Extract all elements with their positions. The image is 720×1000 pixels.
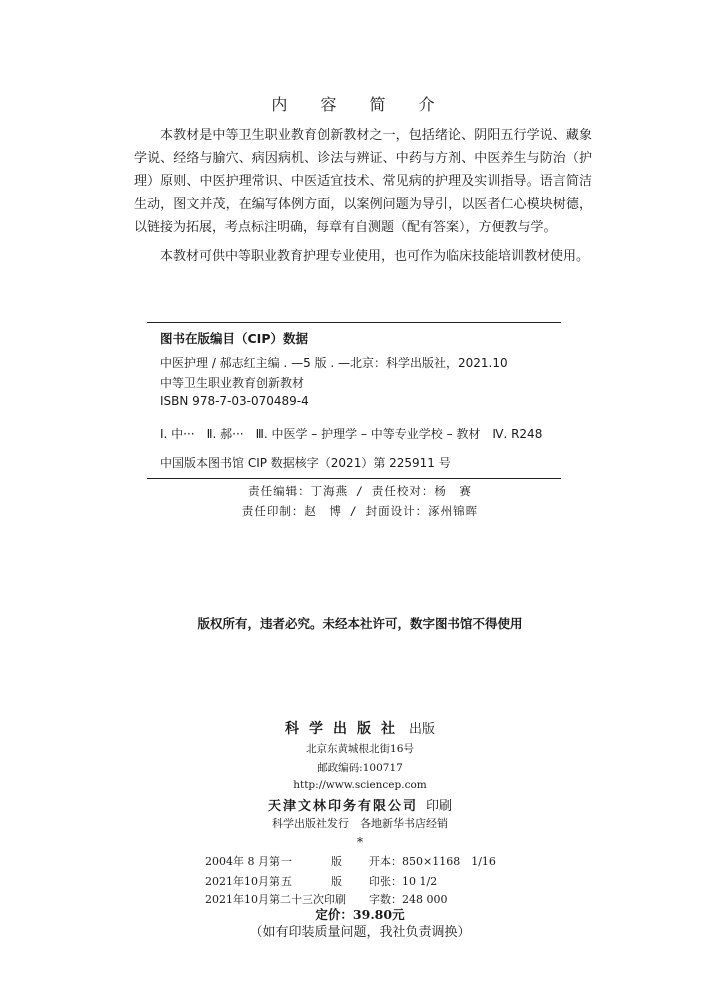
publisher-name: 科学出版社 (284, 721, 405, 737)
cip-line-record: 中国版本图书馆 CIP 数据核字（2021）第 225911 号 (160, 456, 451, 470)
quality-note: （如有印装质量问题，我社负责调换） (249, 925, 471, 940)
printer-line (0, 795, 720, 814)
editor-credits-2: 责任印制：赵 博 / 封面设计：涿州锦晖 (241, 504, 479, 518)
edition-spec: 印张：10 1/2 (369, 875, 438, 888)
price: 定价：39.80元 (315, 907, 405, 922)
cip-line-series: 中等卫生职业教育创新教材 (160, 376, 305, 390)
publisher-line (0, 718, 720, 738)
edition-spec: 开本：850×1168 1/16 (369, 855, 496, 868)
edition-date: 2021年10月第 (205, 875, 280, 888)
summary-paragraph-1: 本教材是中等卫生职业教育创新教材之一，包括绪论、阴阳五行学说、藏象学说、经络与腧穴、病因病机、诊法与辨证、中药与方剂、中医养生与防治（护理）原则、中医护理常识、中医适宜技术、常见病的护理及实训指导。语言简洁生动，图文并茂，在编写体例方面，以案例问题为导引，以医者仁心模块树德，以链接为拓展，考点标注明确，每章有自测题（配有答案），方便教与学。 (134, 128, 592, 235)
edition-row-first (205, 853, 496, 869)
cip-line-isbn: ISBN 978-7-03-070489-4 (160, 394, 309, 408)
cip-top-rule (147, 322, 561, 323)
edition-date: 2004年 8 月第 (205, 855, 280, 868)
edition-number: 一 (281, 855, 292, 868)
separator-star: * (357, 835, 363, 849)
editor-credits-1: 责任编辑：丁海燕 / 责任校对：杨 赛 (248, 484, 472, 498)
copyright-notice: 版权所有，违者必究。未经本社许可，数字图书馆不得使用 (197, 616, 523, 631)
summary-title: 内 容 简 介 (271, 95, 449, 114)
cip-line-subjects: Ⅰ. 中··· Ⅱ. 郝··· Ⅲ. 中医学 – 护理学 – 中等专业学校 – 教材 Ⅳ. R248 (160, 427, 543, 441)
print-label: 2021年10月第二十三次印刷 (205, 893, 346, 906)
publisher-url: http://www.sciencep.com (293, 779, 427, 791)
printer-role: 印刷 (426, 799, 453, 814)
edition-number: 五 (281, 875, 292, 888)
publisher-role: 出版 (408, 722, 435, 737)
edition-kind: 版 (331, 855, 342, 868)
cip-bottom-rule (147, 478, 561, 479)
distribution-line: 科学出版社发行 各地新华书店经销 (272, 817, 448, 830)
cip-line-title: 中医护理 / 郝志红主编 . —5 版 . —北京：科学出版社，2021.10 (160, 356, 508, 370)
edition-row-fifth (205, 873, 437, 889)
edition-kind: 版 (331, 875, 342, 888)
printer-name: 天津文林印务有限公司 (267, 799, 418, 814)
publisher-postcode: 邮政编码:100717 (317, 762, 403, 774)
summary-paragraph-2: 本教材可供中等职业教育护理专业使用，也可作为临床技能培训教材使用。 (160, 249, 590, 264)
cip-heading: 图书在版编目（CIP）数据 (160, 331, 308, 346)
publisher-address: 北京东黄城根北街16号 (306, 743, 414, 755)
print-spec: 字数：248 000 (369, 893, 448, 906)
